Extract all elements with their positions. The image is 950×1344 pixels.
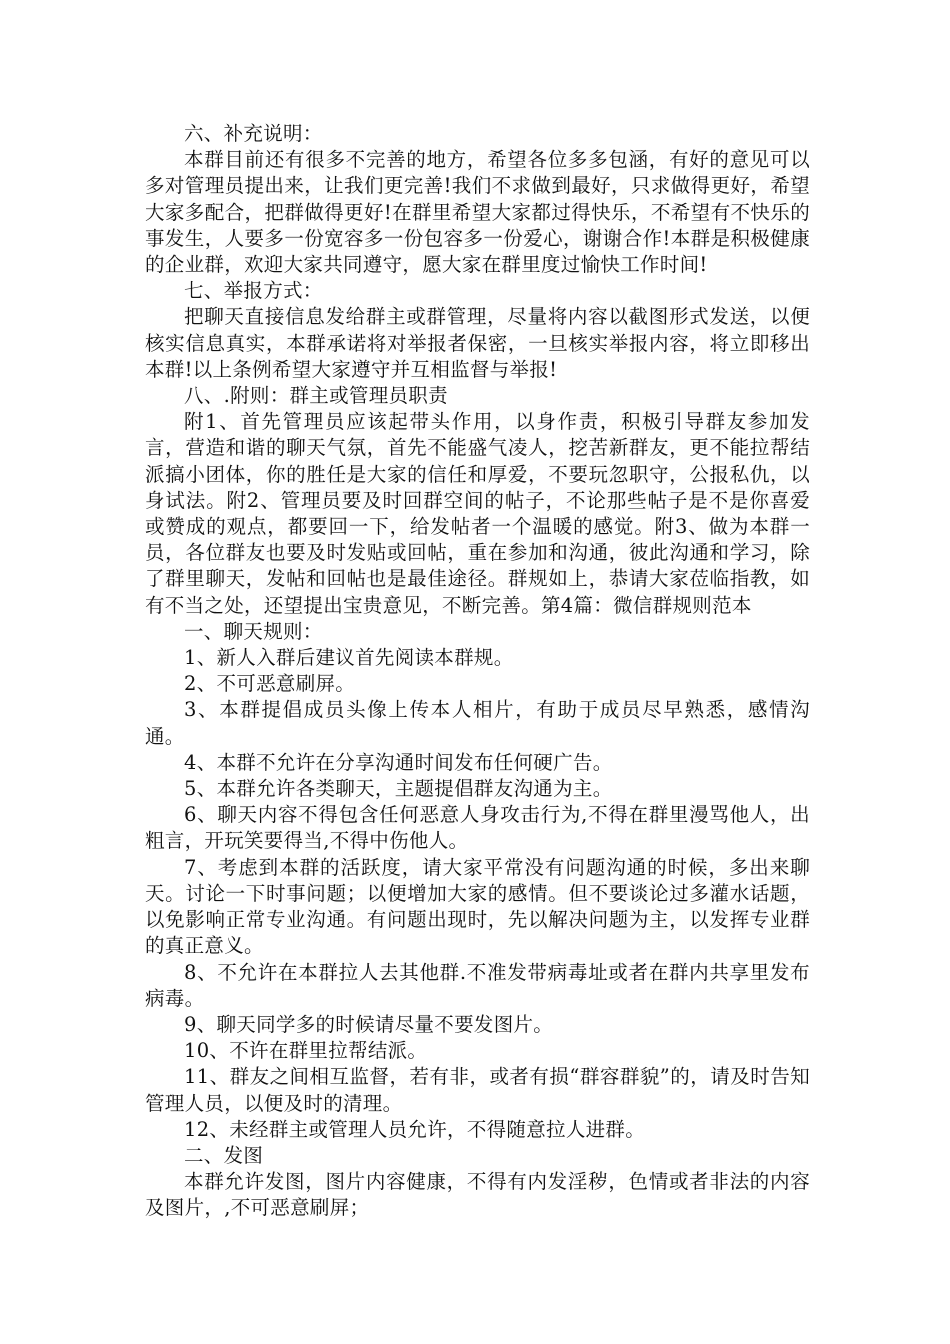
rule-item: 9、聊天同学多的时候请尽量不要发图片。: [184, 1012, 554, 1036]
rule-item: 8、不允许在本群拉人去其他群.不准发带病毒址或者在群内共享里发布病毒。: [145, 960, 810, 1010]
rule-item: 10、不许在群里拉帮结派。: [184, 1039, 428, 1063]
section-heading-supplement: 六、补充说明：: [184, 122, 323, 145]
rule-item: 1、新人入群后建议首先阅读本群规。: [184, 646, 514, 670]
paragraph-supplement: 本群目前还有很多不完善的地方，希望各位多多包涵，有好的意见可以多对管理员提出来，让我们更完善!我们不求做到最好，只求做得更好，希望大家多配合，把群做得更好!在群里希望大家都过得快乐，不希望有不快乐的事发生，人要多一份宽容多一份包容多一份爱心，谢谢合作!本群是积极健康的企业群，欢迎大家共同遵守，愿大家在群里度过愉快工作时间!: [145, 148, 810, 277]
paragraph-images: 本群允许发图，图片内容健康，不得有内发淫秽，色情或者非法的内容及图片，,不可恶意刷屏；: [145, 1170, 810, 1220]
rule-item: 11、群友之间相互监督，若有非，或者有损“群容群貌”的，请及时告知管理人员，以便及时的清理。: [145, 1065, 810, 1115]
rule-item: 12、未经群主或管理人员允许，不得随意拉人进群。: [184, 1117, 646, 1141]
paragraph-appendix: 附1、首先管理员应该起带头作用，以身作责，积极引导群友参加发言，营造和谐的聊天气氛，首先不能盛气凌人，挖苦新群友，更不能拉帮结派搞小团体，你的胜任是大家的信任和厚爱，不要玩忽职守，公报私仇，以身试法。附2、管理员要及时回群空间的帖子，不论那些帖子是不是你喜爱或赞成的观点，都要回一下，给发帖者一个温暖的感觉。附3、做为本群一员，各位群友也要及时发贴或回帖，重在参加和沟通，彼此沟通和学习，除了群里聊天，发帖和回帖也是最佳途径。群规如上，恭请大家莅临指教，如有不当之处，还望提出宝贵意见，不断完善。第4篇：微信群规则范本: [145, 410, 810, 617]
rule-item: 5、本群允许各类聊天，主题提倡群友沟通为主。: [184, 777, 613, 801]
rule-item: 7、考虑到本群的活跃度，请大家平常没有问题沟通的时候，多出来聊天。讨论一下时事问题；以便增加大家的感情。但不要谈论过多灌水话题，以免影响正常专业沟通。有问题出现时，先以解决问题为主，以发挥专业群的真正意义。: [145, 855, 810, 958]
section-heading-images: 二、发图: [184, 1143, 264, 1167]
section-heading-report: 七、举报方式：: [184, 279, 323, 303]
rule-item: 6、聊天内容不得包含任何恶意人身攻击行为,不得在群里漫骂他人，出粗言，开玩笑要得当,不得中伤他人。: [145, 803, 810, 853]
paragraph-report: 把聊天直接信息发给群主或群管理，尽量将内容以截图形式发送，以便核实信息真实，本群承诺将对举报者保密，一旦核实举报内容，将立即移出本群!以上条例希望大家遵守并互相监督与举报!: [145, 305, 810, 381]
document-page: [145, 121, 810, 1222]
section-heading-appendix: 八、.附则：群主或管理员职责: [184, 384, 448, 408]
rule-item: 3、本群提倡成员头像上传本人相片，有助于成员尽早熟悉，感情沟通。: [145, 698, 810, 748]
section-heading-chat-rules: 一、聊天规则：: [184, 619, 323, 643]
rule-item: 2、不可恶意刷屏。: [184, 672, 356, 696]
rule-item: 4、本群不允许在分享沟通时间发布任何硬广告。: [184, 750, 613, 774]
